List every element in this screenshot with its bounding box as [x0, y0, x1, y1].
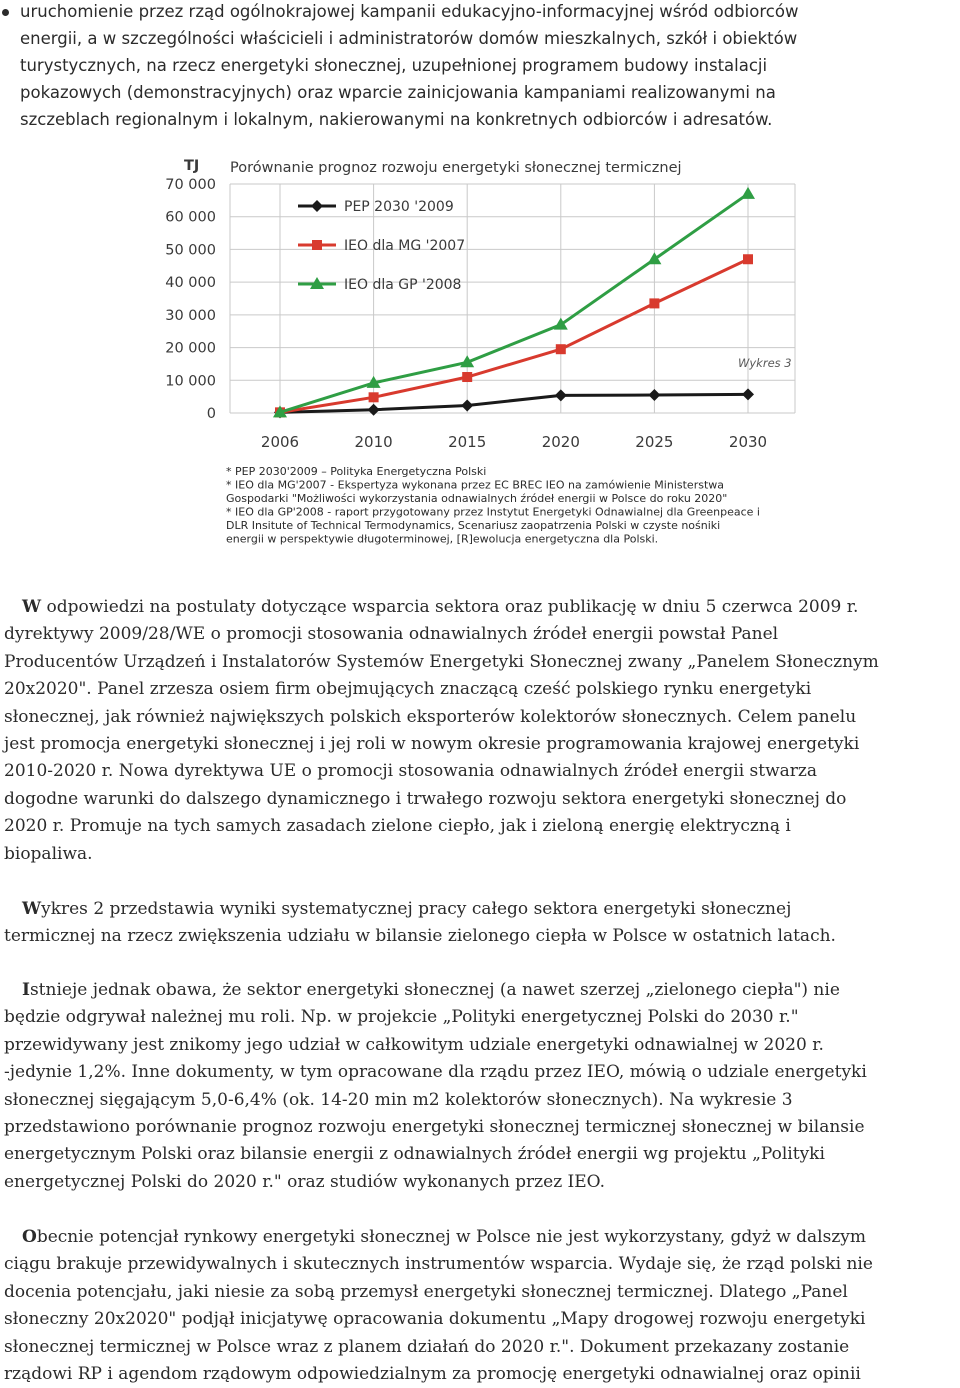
x-tick-label: 2030 [728, 433, 768, 451]
legend-label: IEO dla MG '2007 [344, 238, 466, 254]
data-point-diamond [368, 404, 380, 416]
bullet-dot-icon [2, 9, 9, 16]
paragraph-line: ciągu brakuje przewidywalnych i skutecznych instrumentów wsparcia. Wydaje się, że rząd polski nie [4, 1254, 873, 1275]
x-tick-label: 2015 [448, 433, 487, 451]
paragraph-line: dogodne warunki do dalszego dynamicznego i trwałego rozwoju sektora energetyki słonecznej do [4, 788, 847, 809]
chart-footnote-line: Gospodarki "Możliwości wykorzystania odnawialnych źródeł energii w Polsce do roku 2020" [226, 492, 728, 505]
paragraph-line [22, 980, 840, 1000]
bullet-text-line: energii, a w szczególności właścicieli i administratorów domów mieszkalnych, szkół i obiektów [20, 29, 798, 48]
paragraph-line: 2010-2020 r. Nowa dyrektywa UE o promocji stosowania odnawialnych źródeł energii stwarza [4, 761, 817, 782]
data-point-square [556, 344, 566, 354]
chart-footnote-line: DLR Insitute of Technical Termodynamics, Scenariusz zaopatrzenia Polski w czyste nośniki [226, 519, 721, 532]
paragraph-line: będzie odgrywał należnej mu roli. Np. w projekcie „Polityki energetycznej Polski do 2030 r." [4, 1007, 799, 1028]
bullet-text-line: pokazowych (demonstracyjnych) oraz wparcie zainicjowania kampaniami realizowanymi na [20, 83, 776, 102]
chart-footnote-line: * PEP 2030'2009 – Polityka Energetyczna Polski [226, 465, 487, 478]
paragraph-text: ykres 2 przedstawia wyniki systematycznej pracy całego sektora energetyki słonecznej [41, 899, 792, 919]
paragraph-line: termicznej na rzecz zwiększenia udziału w bilansie zielonego ciepła w Polsce w ostatnich latach. [4, 926, 836, 947]
paragraph-line: słonecznej, jak również największych polskich eksporterów kolektorów słonecznych. Celem panelu [4, 706, 857, 727]
paragraph-lead-letter: W [22, 899, 42, 919]
paragraph-line: 2020 r. Promuje na tych samych zasadach zielone ciepło, jak i zieloną energię elektryczną i [4, 816, 791, 837]
chart-footnotes [226, 465, 760, 546]
data-point-diamond [648, 389, 660, 401]
data-point-square [649, 298, 659, 308]
data-point-diamond [742, 388, 754, 400]
x-tick-label: 2006 [260, 433, 300, 451]
bullet-text-line: szczeblach regionalnym i lokalnym, nakierowanymi na konkretnych odbiorców i adresatów. [20, 110, 773, 129]
chart-footnote-line: * IEO dla MG'2007 - Ekspertyza wykonana przez EC BREC IEO na zamówienie Ministerstwa [226, 478, 724, 492]
y-tick-label: 10 000 [165, 373, 216, 390]
paragraph-line: energetycznej Polski do 2020 r." oraz studiów wykonanych przez IEO. [4, 1171, 606, 1192]
y-axis-ticks [165, 177, 216, 422]
paragraph-line: słonecznej sięgającym 5,0-6,4% (ok. 14-20 min m2 kolektorów słonecznych). Na wykresie 3 [4, 1089, 793, 1110]
bullet-text-line: turystycznych, na rzecz energetyki słonecznej, uzupełnionej programem budowy instalacji [20, 56, 768, 75]
data-point-diamond [461, 399, 473, 411]
y-tick-label: 70 000 [165, 177, 216, 193]
paragraph-line: przewidywany jest znikomy jego udział w całkowitym udziale energetyki odnawialnej w 2020 r. [4, 1034, 824, 1055]
paragraph-line: słonecznej termicznej w Polsce wraz z planem działań do 2020 r.". Dokument przekazany zostanie [4, 1336, 850, 1357]
data-point-square [462, 372, 472, 382]
paragraph-line: 20x2020". Panel zrzesza osiem firm obejmujących znaczącą cześć polskiego rynku energetyki [4, 679, 812, 700]
paragraph-line: energetycznym Polski oraz bilansie energii z odnawialnych źródeł energii wg projektu „Polityki [4, 1144, 825, 1165]
paragraph-line: słoneczny 20x2020" podjął inicjatywę opracowania dokumentu „Mapy drogowej rozwoju energetyki [4, 1309, 866, 1330]
paragraph-text: stnieje jednak obawa, że sektor energetyki słonecznej (a nawet szerzej „zielonego ciepła") nie [29, 980, 840, 1000]
chart-grid [230, 184, 795, 413]
paragraph-line: Producentów Urządzeń i Instalatorów Systemów Energetyki Słonecznej zwany „Panelem Słonecznym [4, 651, 879, 672]
data-point-diamond [311, 200, 323, 212]
series-triangle [273, 187, 755, 418]
legend-label: PEP 2030 '2009 [344, 199, 454, 215]
chart-footnote-line: energii w perspektywie długoterminowej, [R]ewolucja energetyczna dla Polski. [226, 532, 659, 546]
y-tick-label: 40 000 [165, 275, 216, 292]
chart-annotation: Wykres 3 [738, 356, 792, 370]
paragraph-line: rządowi RP i agendom rządowym odpowiedzialnym za promocję energetyki odnawialnej oraz opinii [4, 1364, 861, 1384]
paragraph-line [22, 597, 858, 617]
y-tick-label: 20 000 [165, 340, 216, 357]
data-point-square [743, 254, 753, 264]
paragraph-text: becnie potencjał rynkowy energetyki słonecznej w Polsce nie jest wykorzystany, gdyż w dalszym [36, 1227, 867, 1247]
chart-footnote-line: * IEO dla GP'2008 - raport przygotowany przez Instytut Energetyki Odnawialnej dla Greenpeace i [226, 505, 760, 519]
data-point-square [312, 240, 322, 250]
series-line [280, 194, 748, 413]
paragraph-line: jest promocja energetyki słonecznej i jej roli w nowym okresie programowania krajowej energetyki [4, 734, 860, 754]
x-tick-label: 2020 [541, 433, 580, 451]
paragraph-line: biopaliwa. [4, 843, 93, 864]
paragraph-lead-letter: O [22, 1227, 37, 1247]
legend-label: IEO dla GP '2008 [344, 277, 462, 293]
bullet-text-line: uruchomienie przez rząd ogólnokrajowej kampanii edukacyjno-informacyjnej wśród odbiorców [20, 2, 799, 21]
series-line [280, 394, 748, 412]
paragraph-line: przedstawiono porównanie prognoz rozwoju energetyki słonecznej termicznej słonecznej w bilansie [4, 1117, 865, 1137]
y-tick-label: 30 000 [165, 307, 216, 324]
x-axis-ticks [261, 433, 767, 451]
paragraph-lead-letter: I [22, 980, 30, 1000]
paragraph-line: -jedynie 1,2%. Inne dokumenty, w tym opracowane dla rządu przez IEO, mówią o udziale energetyki [4, 1062, 867, 1083]
y-axis-unit-label: TJ [184, 158, 200, 174]
y-tick-label: 50 000 [165, 242, 216, 259]
paragraph-line [22, 899, 791, 919]
data-point-diamond [555, 389, 567, 401]
data-point-triangle [741, 187, 755, 199]
forecast-chart [150, 148, 815, 560]
x-tick-label: 2025 [635, 433, 674, 451]
paragraph-text: odpowiedzi na postulaty dotyczące wsparcia sektora oraz publikację w dniu 5 czerwca 2009 r. [41, 597, 859, 617]
paragraph-lead-letter: W [22, 597, 42, 617]
paragraph-line: dyrektywy 2009/28/WE o promocji stosowania odnawialnych źródeł energii powstał Panel [4, 624, 779, 645]
paragraph-line: docenia potencjału, jaki niesie za sobą przemysł energetyki słonecznej termicznej. Dlatego „Panel [4, 1281, 848, 1302]
chart-title: Porównanie prognoz rozwoju energetyki słonecznej termicznej [230, 160, 682, 176]
y-tick-label: 60 000 [165, 209, 216, 226]
forecast-chart-figure [150, 148, 815, 560]
chart-series [273, 187, 755, 419]
paragraph-line [22, 1227, 866, 1247]
x-tick-label: 2010 [354, 433, 393, 451]
chart-legend [298, 199, 465, 293]
data-point-square [369, 392, 379, 402]
y-tick-label: 0 [206, 406, 216, 422]
